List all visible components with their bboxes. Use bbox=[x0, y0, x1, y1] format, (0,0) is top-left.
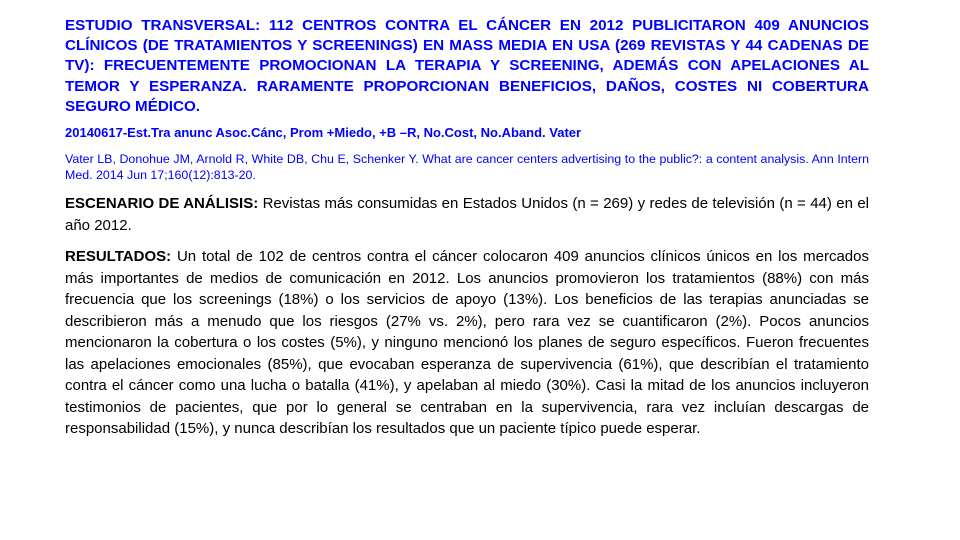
reference-code: 20140617-Est.Tra anunc Asoc.Cánc, Prom +Miedo, +B –R, No.Cost, No.Aband. Vater bbox=[65, 125, 582, 141]
resultados-label: RESULTADOS: bbox=[65, 248, 172, 266]
resultados-text: Un total de 102 de centros contra el cáncer colocaron 409 anuncios clínicos únicos en los mercados más importantes de medios de comunicación en 2012. Los anuncios promovieron los tratamientos (88%) con más frecuencia que los screenings (18%) o los servicios de apoyo (13%). Los beneficios de las terapias anunciadas se describieron más a menudo que los riesgos (27% vs. 2%), pero rara vez se cuantificaron (2%). Pocos anuncios mencionaron la cobertura o los costes (5%), y ninguno mencionó los planes de seguro específicos. Fueron frecuentes las apelaciones emocionales (85%), que evocaban esperanza de supervivencia (61%), que describían el tratamiento contra el cáncer como una lucha o batalla (41%), y apelaban al miedo (30%). Casi la mitad de los anuncios incluyeron testimonios de pacientes, que por lo general se centraban en la supervivencia, rara vez incluían descargas de responsabilidad (15%), y nunca describían los resultados que un paciente típico puede esperar. bbox=[65, 248, 869, 438]
escenario-paragraph bbox=[65, 193, 869, 236]
escenario-text: Revistas más consumidas en Estados Unidos (n = 269) y redes de televisión (n = 44) en el año 2012. bbox=[65, 195, 869, 234]
citation-text: Vater LB, Donohue JM, Arnold R, White DB, Chu E, Schenker Y. What are cancer centers advertising to the public?: a content analysis. Ann Intern Med. 2014 Jun 17;160(12):813-20. bbox=[65, 152, 869, 183]
document-title: ESTUDIO TRANSVERSAL: 112 CENTROS CONTRA EL CÁNCER EN 2012 PUBLICITARON 409 ANUNCIOS CLÍNICOS (DE TRATAMIENTOS Y SCREENINGS) EN MASS MEDIA EN USA (269 REVISTAS Y 44 CADENAS DE TV): FRECUENTEMENTE PROMOCIONAN LA TERAPIA Y SCREENING, ADEMÁS CON APELACIONES AL TEMOR Y ESPERANZA. RARAMENTE PROPORCIONAN BENEFICIOS, DAÑOS, COSTES NI COBERTURA SEGURO MÉDICO. bbox=[65, 17, 869, 115]
document-page bbox=[65, 16, 869, 440]
resultados-paragraph bbox=[65, 246, 869, 440]
escenario-label: ESCENARIO DE ANÁLISIS: bbox=[65, 195, 259, 213]
